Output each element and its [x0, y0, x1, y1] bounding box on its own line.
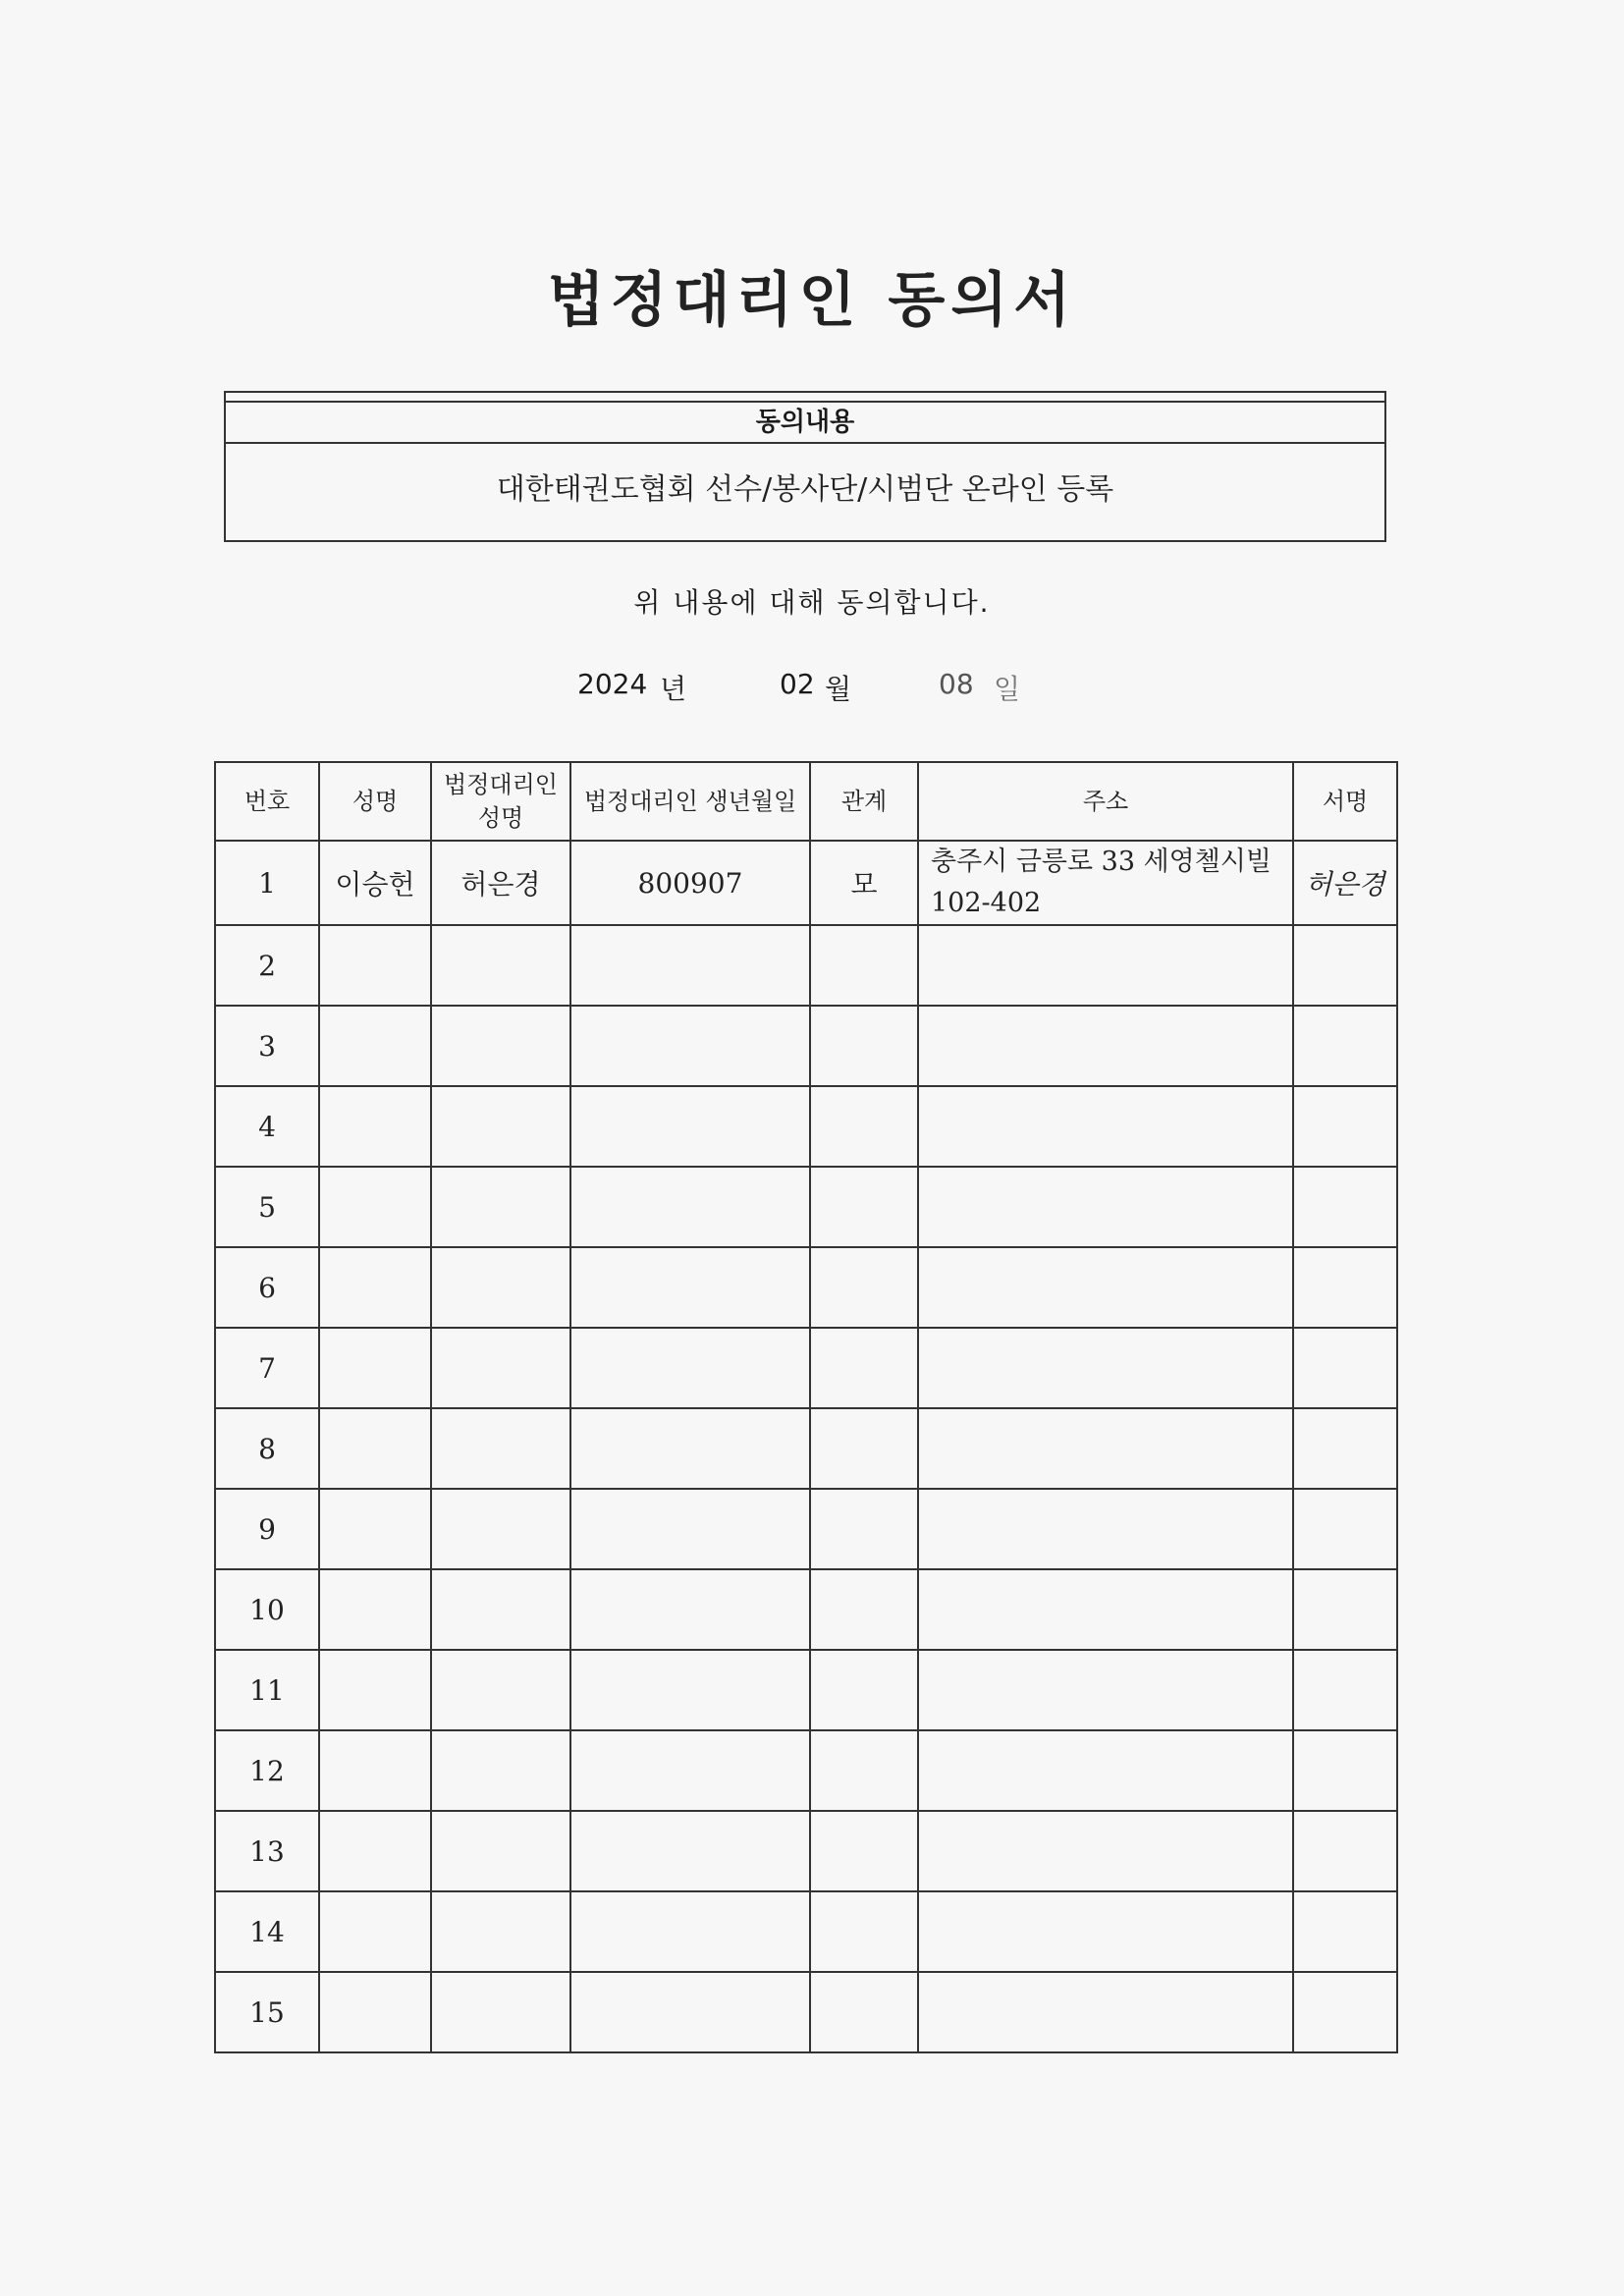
row-number: 9	[215, 1489, 319, 1569]
row-number: 15	[215, 1972, 319, 2052]
table-row	[215, 1408, 1397, 1489]
row-signature	[1293, 1247, 1397, 1328]
consent-header: 동의내용	[226, 401, 1384, 444]
row-signature	[1293, 1811, 1397, 1891]
row-name	[319, 1730, 431, 1811]
row-name: 이승헌	[319, 841, 431, 925]
date-day-unit: 일	[994, 673, 1021, 705]
row-name	[319, 1408, 431, 1489]
header-guardian-name: 법정대리인 성명	[431, 762, 570, 841]
row-number: 5	[215, 1167, 319, 1247]
row-guardian-name	[431, 1247, 570, 1328]
row-name	[319, 1569, 431, 1650]
table-row	[215, 1247, 1397, 1328]
row-address	[918, 1650, 1293, 1730]
agree-statement: 위 내용에 대해 동의합니다.	[633, 586, 991, 619]
date-year-unit: 년	[660, 673, 687, 705]
row-guardian-birth	[570, 1569, 810, 1650]
date-year: 2024	[577, 668, 648, 700]
table-header-row	[215, 762, 1397, 841]
row-guardian-name	[431, 1167, 570, 1247]
row-guardian-birth	[570, 1489, 810, 1569]
document-title: 법정대리인 동의서	[547, 266, 1077, 335]
table-row	[215, 1086, 1397, 1167]
consent-body: 대한태권도협회 선수/봉사단/시범단 온라인 등록	[496, 472, 1114, 507]
row-relation	[810, 1972, 918, 2052]
row-number: 10	[215, 1569, 319, 1650]
row-guardian-birth	[570, 1086, 810, 1167]
row-guardian-name	[431, 925, 570, 1006]
row-guardian-birth: 800907	[570, 841, 810, 925]
row-number: 11	[215, 1650, 319, 1730]
table-row	[215, 1167, 1397, 1247]
table-row	[215, 925, 1397, 1006]
row-name	[319, 1167, 431, 1247]
row-number: 2	[215, 925, 319, 1006]
consent-box	[224, 391, 1386, 542]
row-guardian-birth	[570, 1972, 810, 2052]
row-name	[319, 1086, 431, 1167]
row-signature	[1293, 1408, 1397, 1489]
row-relation	[810, 1247, 918, 1328]
row-name	[319, 1247, 431, 1328]
table-row	[215, 1006, 1397, 1086]
header-no: 번호	[215, 762, 319, 841]
header-relation: 관계	[810, 762, 918, 841]
row-guardian-name	[431, 1408, 570, 1489]
row-guardian-name	[431, 1972, 570, 2052]
row-name	[319, 1006, 431, 1086]
row-relation	[810, 1891, 918, 1972]
row-relation: 모	[810, 841, 918, 925]
row-relation	[810, 1408, 918, 1489]
row-signature	[1293, 1972, 1397, 2052]
row-guardian-birth	[570, 1650, 810, 1730]
row-number: 6	[215, 1247, 319, 1328]
table-row	[215, 1891, 1397, 1972]
header-address: 주소	[918, 762, 1293, 841]
row-number: 3	[215, 1006, 319, 1086]
row-guardian-birth	[570, 1408, 810, 1489]
row-address	[918, 1811, 1293, 1891]
row-relation	[810, 1569, 918, 1650]
row-signature	[1293, 1167, 1397, 1247]
row-guardian-name	[431, 1006, 570, 1086]
row-relation	[810, 1489, 918, 1569]
row-guardian-birth	[570, 1006, 810, 1086]
row-signature	[1293, 1489, 1397, 1569]
row-guardian-name: 허은경	[431, 841, 570, 925]
row-address	[918, 1006, 1293, 1086]
row-signature	[1293, 1006, 1397, 1086]
row-signature	[1293, 1730, 1397, 1811]
row-address	[918, 1167, 1293, 1247]
date-month-unit: 월	[825, 673, 852, 705]
row-signature	[1293, 1328, 1397, 1408]
row-relation	[810, 1650, 918, 1730]
row-name	[319, 1489, 431, 1569]
row-number: 14	[215, 1891, 319, 1972]
row-name	[319, 1972, 431, 2052]
row-guardian-name	[431, 1328, 570, 1408]
row-address	[918, 1972, 1293, 2052]
row-number: 4	[215, 1086, 319, 1167]
row-relation	[810, 1730, 918, 1811]
row-number: 13	[215, 1811, 319, 1891]
row-relation	[810, 1167, 918, 1247]
row-signature: 허은경	[1293, 841, 1397, 925]
row-guardian-birth	[570, 925, 810, 1006]
header-name: 성명	[319, 762, 431, 841]
table-row	[215, 1972, 1397, 2052]
row-signature	[1293, 1891, 1397, 1972]
row-number: 7	[215, 1328, 319, 1408]
row-relation	[810, 925, 918, 1006]
row-guardian-birth	[570, 1811, 810, 1891]
row-number: 1	[215, 841, 319, 925]
row-guardian-name	[431, 1489, 570, 1569]
row-number: 12	[215, 1730, 319, 1811]
table-row	[215, 1650, 1397, 1730]
row-guardian-birth	[570, 1328, 810, 1408]
row-guardian-birth	[570, 1891, 810, 1972]
row-guardian-name	[431, 1650, 570, 1730]
row-guardian-birth	[570, 1167, 810, 1247]
header-guardian-birth: 법정대리인 생년월일	[570, 762, 810, 841]
table-row	[215, 1730, 1397, 1811]
row-guardian-birth	[570, 1730, 810, 1811]
row-name	[319, 925, 431, 1006]
table-row	[215, 1811, 1397, 1891]
row-relation	[810, 1086, 918, 1167]
row-address	[918, 1086, 1293, 1167]
row-address	[918, 1489, 1293, 1569]
header-signature: 서명	[1293, 762, 1397, 841]
date-day: 08	[939, 668, 974, 700]
table-row	[215, 841, 1397, 925]
row-guardian-name	[431, 1811, 570, 1891]
row-relation	[810, 1328, 918, 1408]
row-address	[918, 925, 1293, 1006]
row-signature	[1293, 1650, 1397, 1730]
row-signature	[1293, 1569, 1397, 1650]
row-signature	[1293, 1086, 1397, 1167]
table-row	[215, 1569, 1397, 1650]
row-relation	[810, 1811, 918, 1891]
table-row	[215, 1328, 1397, 1408]
row-address	[918, 1247, 1293, 1328]
row-guardian-name	[431, 1086, 570, 1167]
row-name	[319, 1328, 431, 1408]
row-guardian-name	[431, 1569, 570, 1650]
row-signature	[1293, 925, 1397, 1006]
row-name	[319, 1891, 431, 1972]
row-address	[918, 1730, 1293, 1811]
guardian-table	[214, 761, 1398, 2053]
table-row	[215, 1489, 1397, 1569]
row-name	[319, 1650, 431, 1730]
date-month: 02	[780, 668, 815, 700]
row-address: 충주시 금릉로 33 세영첼시빌 102-402	[918, 841, 1293, 925]
row-guardian-birth	[570, 1247, 810, 1328]
row-address	[918, 1569, 1293, 1650]
row-address	[918, 1408, 1293, 1489]
row-number: 8	[215, 1408, 319, 1489]
row-name	[319, 1811, 431, 1891]
row-address	[918, 1328, 1293, 1408]
row-address	[918, 1891, 1293, 1972]
row-guardian-name	[431, 1891, 570, 1972]
row-relation	[810, 1006, 918, 1086]
row-guardian-name	[431, 1730, 570, 1811]
